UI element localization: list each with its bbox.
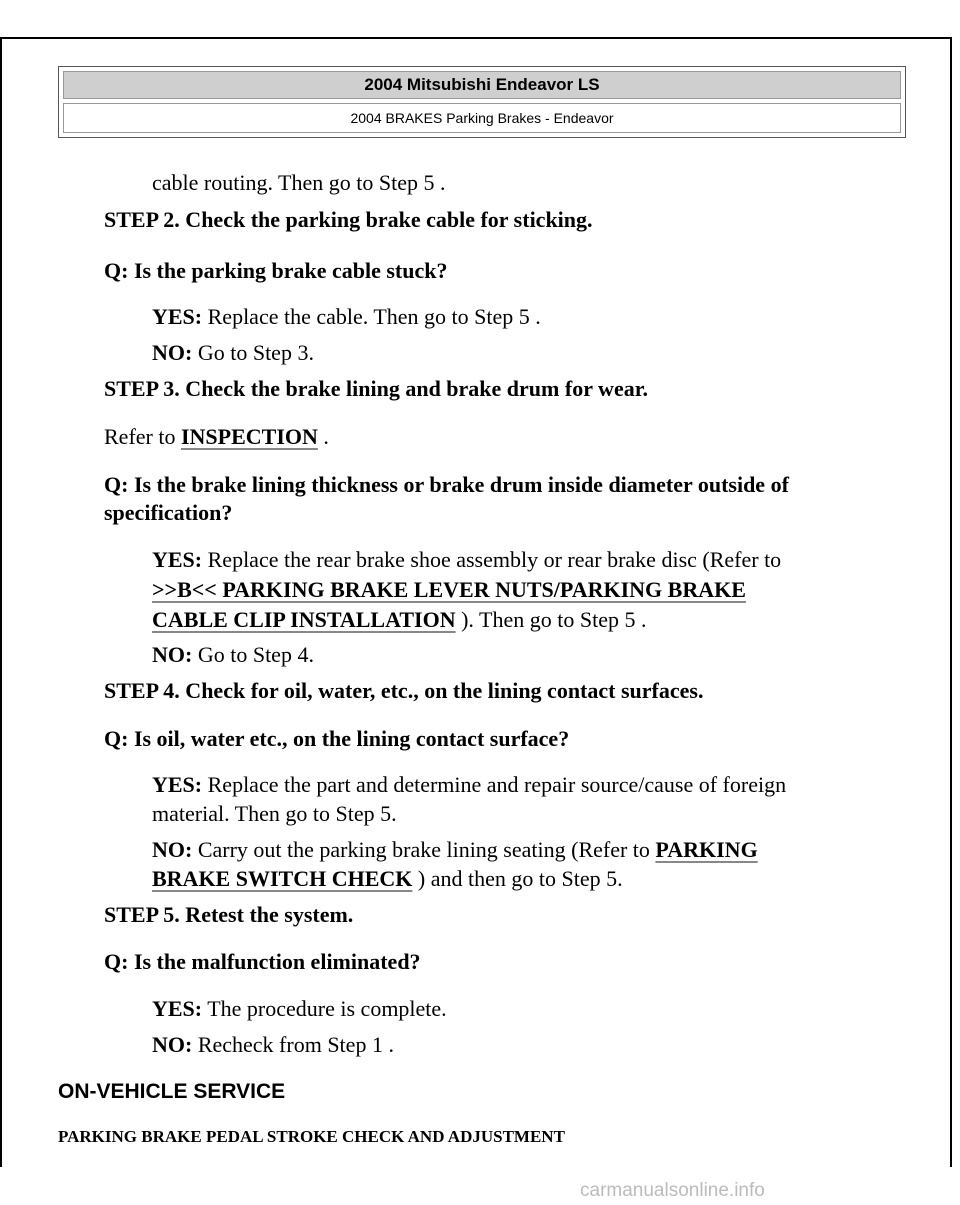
- no-label: NO:: [152, 340, 193, 365]
- yes-label: YES:: [152, 996, 203, 1021]
- inspection-link[interactable]: INSPECTION: [180, 424, 318, 449]
- header-subtitle: 2004 BRAKES Parking Brakes - Endeavor: [63, 103, 901, 133]
- no-text: Recheck from Step 1 .: [192, 1032, 394, 1057]
- document-header: [58, 66, 906, 138]
- step-4-no-line-2: [152, 866, 623, 892]
- brake-switch-check-link[interactable]: BRAKE SWITCH CHECK: [152, 866, 413, 891]
- yes-label: YES:: [152, 304, 203, 329]
- step-5-question: Q: Is the malfunction eliminated?: [104, 949, 421, 974]
- step-3-question-line-2: specification?: [104, 500, 233, 525]
- refer-post: .: [317, 424, 329, 449]
- yes-label: YES:: [152, 547, 203, 572]
- page-border-left: [0, 37, 2, 1167]
- no-label: NO:: [152, 1032, 193, 1057]
- no-text: Carry out the parking brake lining seating (Refer to: [192, 837, 656, 862]
- step-2-no: [152, 340, 314, 366]
- step-4-yes: [152, 772, 786, 798]
- no-text: Go to Step 4.: [192, 642, 314, 667]
- step-2-question: Q: Is the parking brake cable stuck?: [104, 258, 448, 283]
- no-post: ) and then go to Step 5.: [412, 866, 623, 891]
- step-5-heading: STEP 5. Retest the system.: [104, 902, 354, 927]
- step-3-heading: STEP 3. Check the brake lining and brake drum for wear.: [104, 376, 648, 401]
- step-4-yes-line-2: material. Then go to Step 5.: [152, 801, 397, 826]
- continued-text: cable routing. Then go to Step 5 .: [152, 170, 446, 195]
- step-3-yes-link-line-2: [152, 607, 646, 633]
- parking-link[interactable]: PARKING: [655, 837, 758, 862]
- step-3-refer: [104, 424, 329, 450]
- step-4-no: [152, 837, 758, 863]
- sub-heading: PARKING BRAKE PEDAL STROKE CHECK AND ADJUSTMENT: [58, 1127, 565, 1146]
- page-border-top: [0, 37, 952, 39]
- step-3-yes: [152, 547, 781, 573]
- header-title: 2004 Mitsubishi Endeavor LS: [63, 71, 901, 99]
- step-4-question: Q: Is oil, water etc., on the lining contact surface?: [104, 726, 570, 751]
- cable-clip-installation-link[interactable]: CABLE CLIP INSTALLATION: [152, 607, 456, 632]
- step-3-yes-link-line-1: [152, 577, 746, 603]
- parking-brake-lever-nuts-link[interactable]: >>B<< PARKING BRAKE LEVER NUTS/PARKING BRAKE: [152, 577, 746, 602]
- watermark: carmanualsonline.info: [580, 1180, 765, 1201]
- yes-text: Replace the rear brake shoe assembly or rear brake disc (Refer to: [202, 547, 782, 572]
- no-label: NO:: [152, 642, 193, 667]
- step-3-no: [152, 642, 314, 668]
- yes-text: Replace the cable. Then go to Step 5 .: [202, 304, 541, 329]
- step-2-yes: [152, 304, 541, 330]
- step-5-no: [152, 1032, 394, 1058]
- section-heading: ON-VEHICLE SERVICE: [58, 1080, 286, 1103]
- step-3-question-line-1: Q: Is the brake lining thickness or brake drum inside diameter outside of: [104, 472, 789, 497]
- refer-text: Refer to: [104, 424, 181, 449]
- yes-text: The procedure is complete.: [202, 996, 447, 1021]
- yes-text: Replace the part and determine and repair source/cause of foreign: [202, 772, 787, 797]
- step-2-heading: STEP 2. Check the parking brake cable for sticking.: [104, 207, 593, 232]
- yes-post: ). Then go to Step 5 .: [455, 607, 647, 632]
- yes-label: YES:: [152, 772, 203, 797]
- no-label: NO:: [152, 837, 193, 862]
- step-4-heading: STEP 4. Check for oil, water, etc., on the lining contact surfaces.: [104, 678, 704, 703]
- step-5-yes: [152, 996, 447, 1022]
- page-border-right: [950, 37, 952, 1167]
- no-text: Go to Step 3.: [192, 340, 314, 365]
